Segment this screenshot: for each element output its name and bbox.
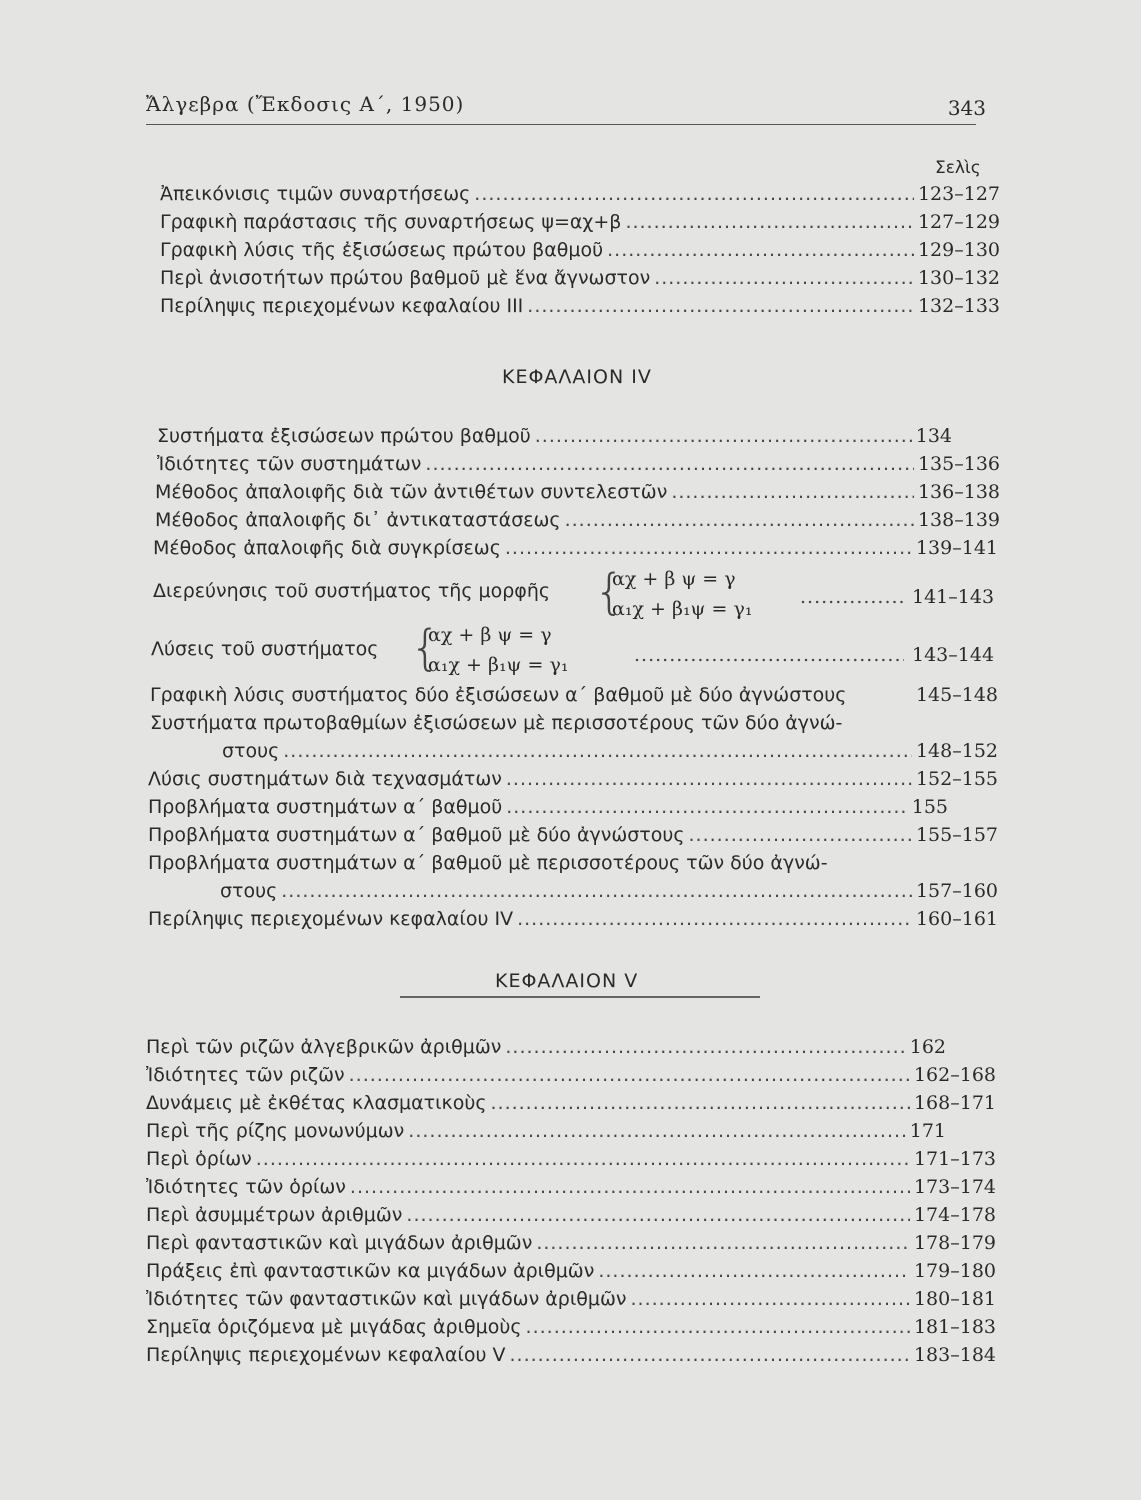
toc-entry — [146, 1204, 996, 1226]
toc-entry-pages: 132–133 — [917, 295, 1000, 317]
leader-dots — [800, 586, 906, 608]
header-rule — [146, 124, 976, 125]
toc-entry-title: Λύσεις τοῦ συστήματος — [151, 638, 379, 660]
toc-entry-title: Γραφικὴ λύσις συστήματος δύο ἐξισώσεων α΄ βαθμοῦ μὲ δύο ἀγνώστους — [150, 684, 847, 706]
toc-entry-title: Ἰδιότητες τῶν συστημάτων — [157, 453, 422, 475]
toc-entry-pages: 155 — [911, 796, 948, 818]
toc-entry-pages: 139–141 — [915, 537, 998, 559]
toc-entry — [148, 824, 998, 846]
toc-entry-title: Ἰδιότητες τῶν φανταστικῶν καὶ μιγάδων ἀριθμῶν — [146, 1288, 627, 1310]
toc-entry-title: Περὶ ἀσυμμέτρων ἀριθμῶν — [146, 1204, 403, 1226]
toc-entry-title: Γραφικὴ λύσις τῆς ἐξισώσεως πρώτου βαθμοῦ — [160, 239, 604, 261]
toc-entry-title: Μέθοδος ἀπαλοιφῆς διὰ τῶν ἀντιθέτων συντελεστῶν — [155, 481, 668, 503]
leader-dots — [506, 768, 912, 790]
leader-dots — [283, 740, 912, 762]
toc-entry-title: Συστήματα πρωτοβαθμίων ἐξισώσεων μὲ περισσοτέρους τῶν δύο ἀγνώ- — [150, 712, 843, 734]
toc-entry-title: Δυνάμεις μὲ ἐκθέτας κλασματικοὺς — [146, 1092, 487, 1114]
toc-entry-pages: 183–184 — [913, 1344, 996, 1366]
leader-dots — [526, 1316, 910, 1338]
toc-entry — [146, 1092, 996, 1114]
toc-entry-pages: 162 — [909, 1036, 946, 1058]
toc-entry-title: Περίληψις περιεχομένων κεφαλαίου V — [146, 1344, 506, 1366]
toc-entry-pages: 179–180 — [913, 1260, 996, 1282]
toc-entry-title: Συστήματα ἐξισώσεων πρώτου βαθμοῦ — [157, 425, 531, 447]
toc-entry-pages: 136–138 — [917, 481, 1000, 503]
leader-dots — [256, 1148, 910, 1170]
toc-entry — [146, 1344, 996, 1366]
system-equation-2: α₁χ + β₁ψ = γ₁ — [428, 654, 569, 676]
leader-dots — [509, 1344, 909, 1366]
leader-dots — [671, 481, 914, 503]
toc-entry-title: Ἰδιότητες τῶν ριζῶν — [146, 1064, 345, 1086]
toc-entry-title: Πράξεις ἐπὶ φανταστικῶν κα μιγάδων ἀριθμῶν — [146, 1260, 595, 1282]
toc-entry — [155, 509, 1000, 531]
toc-entry-title: Μέθοδος ἀπαλοιφῆς διὰ συγκρίσεως — [153, 537, 501, 559]
leader-dots — [505, 537, 912, 559]
toc-entry-pages: 145–148 — [915, 684, 998, 706]
toc-entry-pages: 148–152 — [915, 740, 998, 762]
toc-entry — [146, 1120, 946, 1142]
toc-entry-title: Μέθοδος ἀπαλοιφῆς δι᾽ ἀντικαταστάσεως — [155, 509, 561, 531]
toc-entry — [148, 796, 948, 818]
toc-entry-title: Προβλήματα συστημάτων α΄ βαθμοῦ — [148, 796, 503, 818]
toc-entry-pages: 129–130 — [917, 239, 1000, 261]
toc-entry-title-continuation: στους — [222, 740, 280, 762]
toc-entry-title: Γραφικὴ παράστασις τῆς συναρτήσεως ψ=αχ+β — [160, 211, 622, 233]
toc-entry — [146, 1232, 996, 1254]
system-equation-2: α₁χ + β₁ψ = γ₁ — [612, 598, 753, 620]
toc-entry — [146, 1064, 996, 1086]
toc-entry — [148, 908, 998, 930]
toc-entry — [160, 295, 1000, 317]
toc-entry-title: Περὶ τῶν ριζῶν ἀλγεβρικῶν ἀριθμῶν — [146, 1036, 502, 1058]
toc-entry — [160, 267, 1000, 289]
toc-entry — [146, 1176, 996, 1198]
toc-entry-pages: 143–144 — [912, 644, 995, 666]
toc-entry-title: Περὶ ἀνισοτήτων πρώτου βαθμοῦ μὲ ἕνα ἄγνωστον — [160, 267, 651, 289]
toc-entry — [157, 425, 952, 447]
leader-dots — [490, 1092, 909, 1114]
toc-entry-pages: 135–136 — [917, 453, 1000, 475]
toc-entry-title: Περίληψις περιεχομένων κεφαλαίου IV — [148, 908, 514, 930]
toc-entry-pages: 141–143 — [912, 586, 995, 608]
toc-entry — [160, 239, 1000, 261]
leader-dots — [654, 267, 914, 289]
toc-entry-pages: 130–132 — [917, 267, 1000, 289]
running-header — [146, 92, 986, 126]
toc-entry — [148, 768, 998, 790]
leader-dots — [625, 211, 914, 233]
toc-entry — [160, 211, 1000, 233]
toc-entry-pages: 180–181 — [913, 1288, 996, 1310]
leader-dots — [565, 509, 914, 531]
toc-entry-title: Περὶ φανταστικῶν καὶ μιγάδων ἀριθμῶν — [146, 1232, 533, 1254]
toc-entry-pages: 152–155 — [915, 768, 998, 790]
toc-entry-pages: 173–174 — [913, 1176, 996, 1198]
leader-dots — [535, 425, 912, 447]
toc-entry-title: Περίληψις περιεχομένων κεφαλαίου ΙΙΙ — [160, 295, 524, 317]
toc-entry-pages: 127–129 — [917, 211, 1000, 233]
toc-entry — [153, 537, 998, 559]
leader-dots — [505, 1036, 905, 1058]
chapter-heading: ΚΕΦΑΛΑΙΟΝ V — [495, 970, 639, 992]
left-brace: { — [410, 620, 441, 676]
leader-dots — [598, 1260, 910, 1282]
leader-dots — [281, 880, 912, 902]
toc-entry-pages: 181–183 — [913, 1316, 996, 1338]
toc-entry-title-continuation: στους — [220, 880, 278, 902]
pages-column-heading: Σελὶς — [935, 158, 981, 178]
toc-entry-pages: 157–160 — [915, 880, 998, 902]
leader-dots — [406, 1204, 910, 1226]
toc-entry — [146, 1036, 946, 1058]
leader-dots — [349, 1064, 910, 1086]
toc-entry-pages: 174–178 — [913, 1204, 996, 1226]
page-number: 343 — [947, 96, 986, 120]
leader-dots — [425, 453, 914, 475]
leader-dots — [688, 824, 911, 846]
toc-entry-pages: 162–168 — [913, 1064, 996, 1086]
toc-entry-title: Περὶ τῆς ρίζης μονωνύμων — [146, 1120, 405, 1142]
leader-dots — [631, 1288, 910, 1310]
leader-dots — [350, 1176, 910, 1198]
leader-dots — [506, 796, 908, 818]
toc-entry — [146, 1288, 996, 1310]
toc-entry-pages: 171 — [909, 1120, 946, 1142]
leader-dots — [536, 1232, 910, 1254]
toc-entry-pages: 123–127 — [917, 183, 1000, 205]
toc-entry — [157, 453, 1000, 475]
leader-dots — [408, 1120, 905, 1142]
toc-entry — [146, 1148, 996, 1170]
toc-entry — [155, 481, 1000, 503]
toc-entry-continuation — [222, 740, 998, 762]
toc-entry-title: Ἰδιότητες τῶν ὁρίων — [146, 1176, 346, 1198]
toc-entry-pages: 134 — [915, 425, 952, 447]
toc-entry-title: Περὶ ὁρίων — [146, 1148, 252, 1170]
toc-entry-title: Σημεῖα ὁριζόμενα μὲ μιγάδας ἀριθμοὺς — [146, 1316, 522, 1338]
toc-entry-pages: 171–173 — [913, 1148, 996, 1170]
toc-entry-title: Διερεύνησις τοῦ συστήματος τῆς μορφῆς — [153, 580, 551, 602]
toc-entry-title: Προβλήματα συστημάτων α΄ βαθμοῦ μὲ δύο ἀγνώστους — [148, 824, 685, 846]
leader-dots — [517, 908, 912, 930]
system-equation-1: αχ + β ψ = γ — [428, 624, 552, 646]
toc-entry-title: Λύσις συστημάτων διὰ τεχνασμάτων — [148, 768, 502, 790]
chapter-heading: ΚΕΦΑΛΑΙΟΝ IV — [502, 366, 652, 388]
running-title: Ἄλγεβρα (Ἔκδοσις Α΄, 1950) — [146, 92, 465, 116]
system-equation-1: αχ + β ψ = γ — [612, 568, 736, 590]
toc-entry-pages: 138–139 — [917, 509, 1000, 531]
toc-entry-pages: 178–179 — [913, 1232, 996, 1254]
toc-entry — [150, 684, 998, 706]
leader-dots — [634, 644, 904, 666]
left-brace: { — [594, 564, 625, 620]
leader-dots — [527, 295, 914, 317]
toc-entry-title: Ἀπεικόνισις τιμῶν συναρτήσεως — [160, 183, 471, 205]
leader-dots — [474, 183, 914, 205]
toc-entry-pages: 155–157 — [915, 824, 998, 846]
toc-entry-pages: 168–171 — [913, 1092, 996, 1114]
toc-entry-pages: 160–161 — [915, 908, 998, 930]
toc-entry — [146, 1260, 996, 1282]
chapter-underline — [400, 996, 760, 998]
toc-entry-title: Προβλήματα συστημάτων α΄ βαθμοῦ μὲ περισσοτέρους τῶν δύο ἀγνώ- — [148, 852, 828, 874]
toc-entry-continuation — [220, 880, 998, 902]
toc-entry — [160, 183, 1000, 205]
leader-dots — [607, 239, 914, 261]
toc-entry — [146, 1316, 996, 1338]
